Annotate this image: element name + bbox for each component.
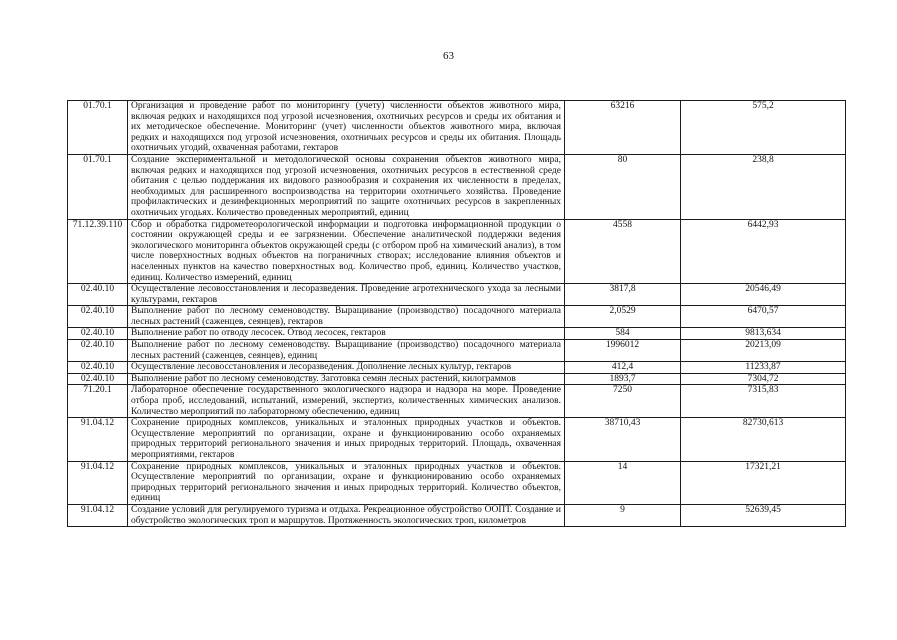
value-cell: 575,2 [681, 101, 846, 155]
services-table [67, 100, 846, 527]
quantity-cell: 7250 [565, 385, 681, 418]
description-cell: Создание экспериментальной и методологической основы сохранения объектов животного мира, включая редких и находящихся под угрозой исчезновения, охотничьих ресурсов в естественной среде обитания с целью поддержания их видового разнообразия и сохранения их численности в пределах, необходимых для расширенного воспроизводства на территории охотничьего хозяйства. Проведение профилактических и дезинфекционных мероприятий по защите охотничьих ресурсов в закрепленных охотничьих угодьях. Количество проведенных мероприятий, единиц [128, 154, 565, 219]
value-cell: 9813,634 [681, 328, 846, 340]
quantity-cell: 63216 [565, 101, 681, 155]
description-cell: Сбор и обработка гидрометеорологической информации и подготовка информационной продукции о состоянии окружающей среды и ее загрязнении. Обеспечение аналитической поддержки ведения экологического мониторинга объектов окружающей среды (с отбором проб на химический анализ), в том числе поверхностных водных объектов на пограничных створах; исследование влияния объектов и населенных пунктов на качество поверхностных вод. Количество проб, единиц. Количество участков, единиц. Количество измерений, единиц [128, 219, 565, 284]
quantity-cell: 4558 [565, 219, 681, 284]
page-number: 63 [443, 50, 454, 62]
quantity-cell: 1893,7 [565, 373, 681, 385]
table-row [68, 504, 846, 526]
description-cell: Выполнение работ по лесному семеноводству. Заготовка семян лесных растений, килограммов [128, 373, 565, 385]
description-cell: Осуществление лесовосстановления и лесоразведения. Проведение агротехнического ухода за лесными культурами, гектаров [128, 284, 565, 306]
value-cell: 20213,09 [681, 340, 846, 362]
quantity-cell: 38710,43 [565, 418, 681, 461]
value-cell: 20546,49 [681, 284, 846, 306]
table-row [68, 306, 846, 328]
okved-code-cell: 02.40.10 [68, 340, 128, 362]
quantity-cell: 412,4 [565, 362, 681, 374]
description-cell: Сохранение природных комплексов, уникальных и эталонных природных участков и объектов. Осуществление мероприятий по организации, охране и функционированию особо охраняемых природных территорий регионального значения и иных природных территорий. Площадь, охваченная мероприятиями, гектаров [128, 418, 565, 461]
table-row [68, 101, 846, 155]
value-cell: 17321,21 [681, 461, 846, 504]
table-row [68, 385, 846, 418]
okved-code-cell: 91.04.12 [68, 418, 128, 461]
value-cell: 11233,87 [681, 362, 846, 374]
okved-code-cell: 02.40.10 [68, 373, 128, 385]
okved-code-cell: 91.04.12 [68, 461, 128, 504]
okved-code-cell: 02.40.10 [68, 328, 128, 340]
table-row [68, 219, 846, 284]
table-row [68, 418, 846, 461]
quantity-cell: 80 [565, 154, 681, 219]
description-cell: Выполнение работ по отводу лесосек. Отвод лесосек, гектаров [128, 328, 565, 340]
okved-code-cell: 71.12.39.110 [68, 219, 128, 284]
description-cell: Лабораторное обеспечение государственного экологического надзора и надзора на море. Проведение отбора проб, исследований, испытаний, измерений, экспертиз, количественных химических анализов. Количество мероприятий по лабораторному обеспечению, единиц [128, 385, 565, 418]
description-cell: Осуществление лесовосстановления и лесоразведения. Дополнение лесных культур, гектаров [128, 362, 565, 374]
table-row [68, 461, 846, 504]
table-row [68, 328, 846, 340]
table-body [68, 101, 846, 527]
quantity-cell: 9 [565, 504, 681, 526]
quantity-cell: 584 [565, 328, 681, 340]
okved-code-cell: 01.70.1 [68, 154, 128, 219]
quantity-cell: 2,0529 [565, 306, 681, 328]
value-cell: 238,8 [681, 154, 846, 219]
description-cell: Создание условий для регулируемого туризма и отдыха. Рекреационное обустройство ООПТ. Создание и обустройство экологических троп и маршрутов. Протяженность экологических троп, километров [128, 504, 565, 526]
okved-code-cell: 91.04.12 [68, 504, 128, 526]
table-row [68, 154, 846, 219]
value-cell: 7304,72 [681, 373, 846, 385]
value-cell: 52639,45 [681, 504, 846, 526]
table-row [68, 340, 846, 362]
quantity-cell: 1996012 [565, 340, 681, 362]
okved-code-cell: 01.70.1 [68, 101, 128, 155]
value-cell: 6470,57 [681, 306, 846, 328]
okved-code-cell: 71.20.1 [68, 385, 128, 418]
value-cell: 6442,93 [681, 219, 846, 284]
okved-code-cell: 02.40.10 [68, 306, 128, 328]
value-cell: 82730,613 [681, 418, 846, 461]
table-row [68, 284, 846, 306]
quantity-cell: 3817,8 [565, 284, 681, 306]
okved-code-cell: 02.40.10 [68, 362, 128, 374]
table-row [68, 362, 846, 374]
value-cell: 7315,83 [681, 385, 846, 418]
quantity-cell: 14 [565, 461, 681, 504]
description-cell: Организация и проведение работ по мониторингу (учету) численности объектов животного мира, включая редких и находящихся под угрозой исчезновения, охотничьих ресурсов и среды их обитания и их методическое обеспечение. Мониторинг (учет) численности объектов животного мира, включая редких и находящихся под угрозой исчезновения, охотничьих ресурсов и среды их обитания. Площадь охотничьих угодий, охваченная работами, гектаров [128, 101, 565, 155]
description-cell: Выполнение работ по лесному семеноводству. Выращивание (производство) посадочного материала лесных растений (саженцев, сеянцев), гектаров [128, 306, 565, 328]
table-row [68, 373, 846, 385]
description-cell: Сохранение природных комплексов, уникальных и эталонных природных участков и объектов. Осуществление мероприятий по организации, охране и функционированию особо охраняемых природных территорий регионального значения и иных природных территорий. Количество объектов, единиц [128, 461, 565, 504]
okved-code-cell: 02.40.10 [68, 284, 128, 306]
description-cell: Выполнение работ по лесному семеноводству. Выращивание (производство) посадочного материала лесных растений (саженцев, сеянцев), единиц [128, 340, 565, 362]
